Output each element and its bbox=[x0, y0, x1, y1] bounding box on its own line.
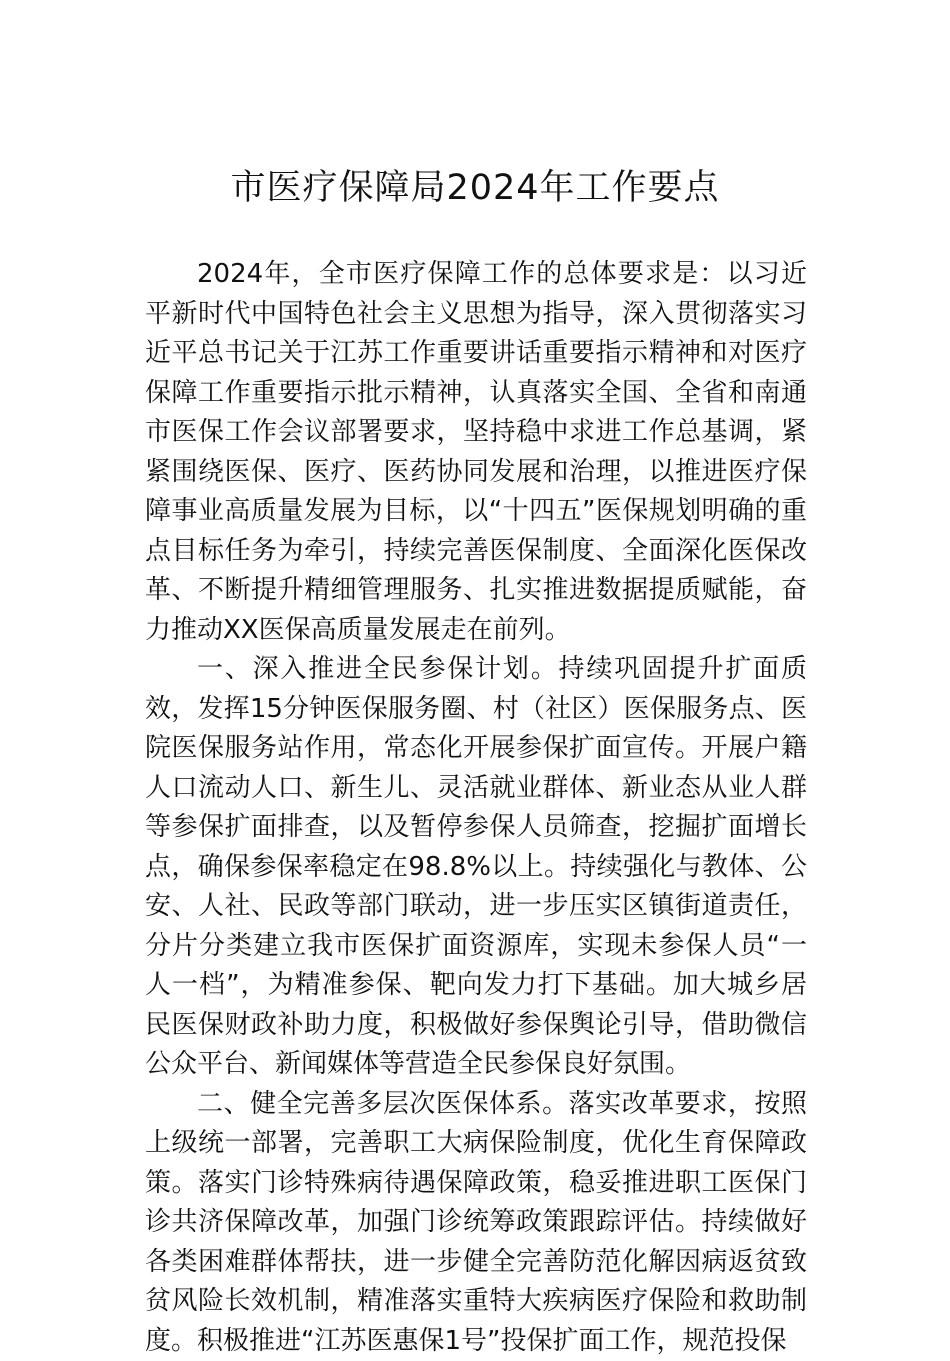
paragraph-general-requirements: 2024年，全市医疗保障工作的总体要求是：以习近平新时代中国特色社会主义思想为指导，深入贯彻落实习近平总书记关于江苏工作重要讲话重要指示精神和对医疗保障工作重要指示批示精神，认真落实全国、全省和南通市医保工作会议部署要求，坚持稳中求进工作总基调，紧紧围绕医保、医疗、医药协同发展和治理，以推进医疗保障事业高质量发展为目标，以“十四五”医保规划明确的重点目标任务为牵引，持续完善医保制度、全面深化医保改革、不断提升精细管理服务、扎实推进数据提质赋能，奋力推动XX医保高质量发展走在前列。 bbox=[145, 255, 807, 650]
paragraph-section-one: 一、深入推进全民参保计划。持续巩固提升扩面质效，发挥15分钟医保服务圈、村（社区）医保服务点、医院医保服务站作用，常态化开展参保扩面宣传。开展户籍人口流动人口、新生儿、灵活就业群体、新业态从业人群等参保扩面排查，以及暂停参保人员筛查，挖掘扩面增长点，确保参保率稳定在98.8%以上。持续强化与教体、公安、人社、民政等部门联动，进一步压实区镇街道责任，分片分类建立我市医保扩面资源库，实现未参保人员“一人一档”，为精准参保、靶向发力打下基础。加大城乡居民医保财政补助力度，积极做好参保舆论引导，借助微信公众平台、新闻媒体等营造全民参保良好氛围。 bbox=[145, 650, 807, 1085]
document-title: 市医疗保障局2024年工作要点 bbox=[0, 165, 950, 211]
paragraph-section-two: 二、健全完善多层次医保体系。落实改革要求，按照上级统一部署，完善职工大病保险制度，优化生育保障政策。落实门诊特殊病待遇保障政策，稳妥推进职工医保门诊共济保障改革，加强门诊统筹政策跟踪评估。持续做好各类困难群体帮扶，进一步健全完善防范化解因病返贫致贫风险长效机制，精准落实重特大疾病医疗保险和救助制度。积极推进“江苏医惠保1号”投保扩面工作，规范投保 bbox=[145, 1085, 807, 1361]
document-body bbox=[145, 255, 807, 1361]
